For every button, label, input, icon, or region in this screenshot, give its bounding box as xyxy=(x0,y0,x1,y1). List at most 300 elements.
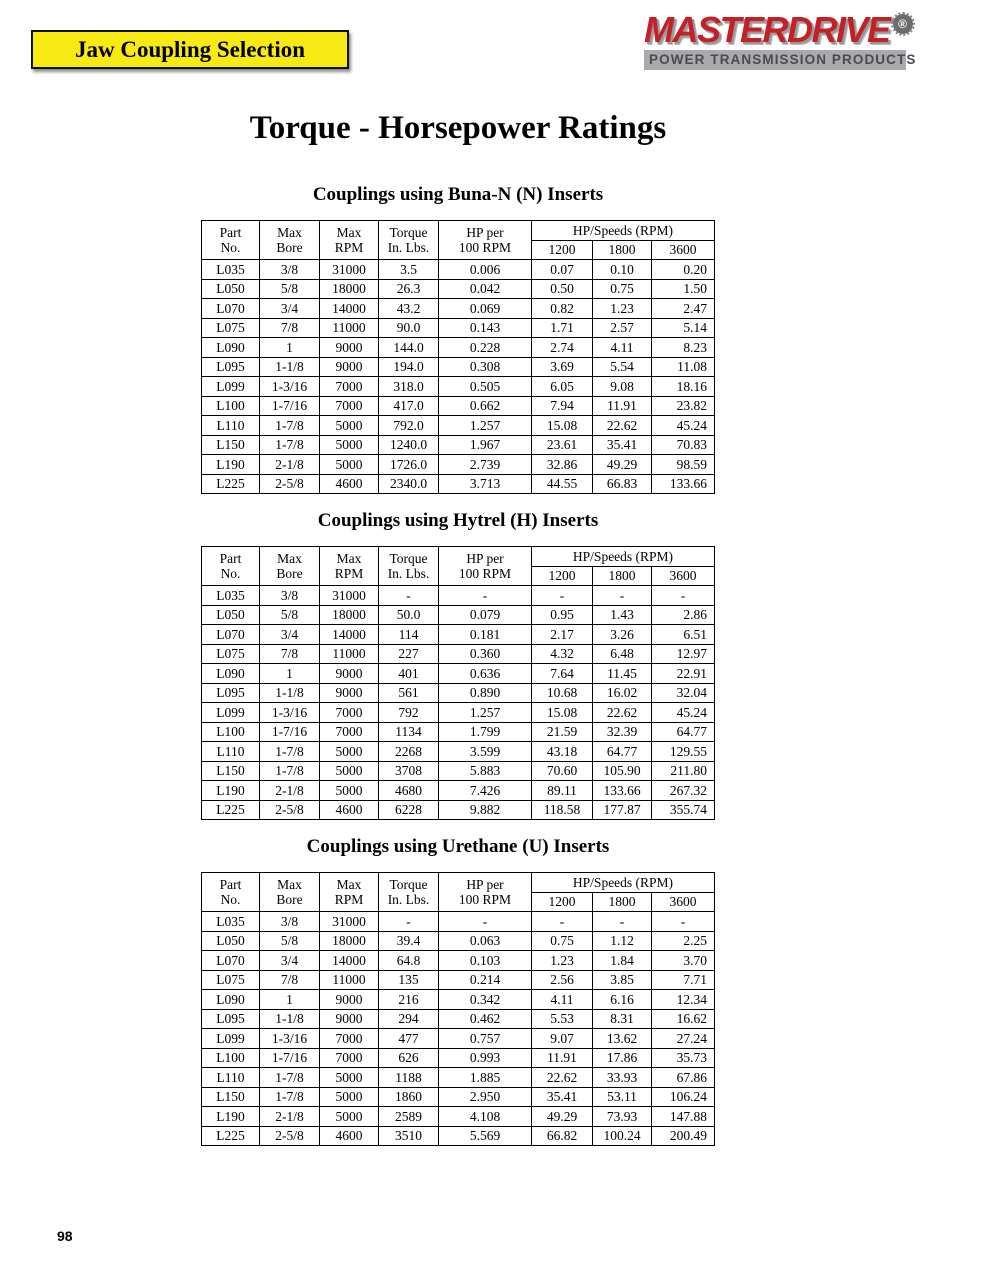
table-row xyxy=(202,396,715,416)
hp-1800-cell: 100.24 xyxy=(593,1126,652,1146)
max-bore-cell: 1-3/16 xyxy=(260,377,320,397)
table-row xyxy=(202,703,715,723)
torque-cell: - xyxy=(379,586,439,606)
hp-3600-cell: 133.66 xyxy=(652,474,715,494)
table-row xyxy=(202,1107,715,1127)
table-row xyxy=(202,605,715,625)
column-header: Part No. xyxy=(202,873,260,912)
hp-3600-cell: - xyxy=(652,912,715,932)
max-bore-cell: 1-1/8 xyxy=(260,683,320,703)
max-bore-cell: 2-5/8 xyxy=(260,800,320,820)
hp-per-100rpm-cell: 0.636 xyxy=(439,664,532,684)
hp-1200-cell: 44.55 xyxy=(532,474,593,494)
registered-gear-icon xyxy=(893,14,913,34)
table-row xyxy=(202,279,715,299)
column-group-header: HP/Speeds (RPM) xyxy=(532,547,715,567)
max-rpm-cell: 5000 xyxy=(320,435,379,455)
table-row xyxy=(202,1048,715,1068)
torque-cell: 26.3 xyxy=(379,279,439,299)
torque-cell: 477 xyxy=(379,1029,439,1049)
hp-per-100rpm-cell: - xyxy=(439,586,532,606)
registered-mark: ® xyxy=(898,17,907,31)
part-no-cell: L225 xyxy=(202,474,260,494)
max-bore-cell: 7/8 xyxy=(260,644,320,664)
torque-cell: 50.0 xyxy=(379,605,439,625)
speed-column-header: 1800 xyxy=(593,240,652,260)
part-no-cell: L110 xyxy=(202,742,260,762)
hp-per-100rpm-cell: 0.360 xyxy=(439,644,532,664)
max-bore-cell: 2-5/8 xyxy=(260,474,320,494)
max-rpm-cell: 31000 xyxy=(320,912,379,932)
hp-per-100rpm-cell: 9.882 xyxy=(439,800,532,820)
hp-per-100rpm-cell: 3.713 xyxy=(439,474,532,494)
max-rpm-cell: 7000 xyxy=(320,1029,379,1049)
part-no-cell: L035 xyxy=(202,912,260,932)
hp-3600-cell: 16.62 xyxy=(652,1009,715,1029)
hp-1200-cell: 4.32 xyxy=(532,644,593,664)
hp-1800-cell: 16.02 xyxy=(593,683,652,703)
max-bore-cell: 1-1/8 xyxy=(260,1009,320,1029)
table-row xyxy=(202,474,715,494)
torque-cell: 2589 xyxy=(379,1107,439,1127)
table-row xyxy=(202,644,715,664)
max-rpm-cell: 14000 xyxy=(320,951,379,971)
max-rpm-cell: 9000 xyxy=(320,990,379,1010)
torque-cell: 1726.0 xyxy=(379,455,439,475)
torque-cell: 144.0 xyxy=(379,338,439,358)
hp-3600-cell: 12.34 xyxy=(652,990,715,1010)
hp-1200-cell: 89.11 xyxy=(532,781,593,801)
hp-1200-cell: 0.82 xyxy=(532,299,593,319)
hp-per-100rpm-cell: 0.063 xyxy=(439,931,532,951)
hp-per-100rpm-cell: 4.108 xyxy=(439,1107,532,1127)
hp-1800-cell: 1.84 xyxy=(593,951,652,971)
column-group-header: HP/Speeds (RPM) xyxy=(532,221,715,241)
part-no-cell: L100 xyxy=(202,396,260,416)
part-no-cell: L110 xyxy=(202,1068,260,1088)
header-row xyxy=(202,221,715,241)
hp-per-100rpm-cell: 0.143 xyxy=(439,318,532,338)
max-rpm-cell: 7000 xyxy=(320,1048,379,1068)
ratings-table xyxy=(201,546,715,820)
part-no-cell: L090 xyxy=(202,338,260,358)
hp-1800-cell: 133.66 xyxy=(593,781,652,801)
hp-1800-cell: 105.90 xyxy=(593,761,652,781)
hp-1200-cell: 66.82 xyxy=(532,1126,593,1146)
hp-1800-cell: 53.11 xyxy=(593,1087,652,1107)
hp-1200-cell: 49.29 xyxy=(532,1107,593,1127)
hp-3600-cell: 8.23 xyxy=(652,338,715,358)
torque-cell: 6228 xyxy=(379,800,439,820)
brand-name: MASTERDRIVE xyxy=(644,9,890,50)
table-title: Couplings using Hytrel (H) Inserts xyxy=(317,510,599,531)
brand-row xyxy=(644,9,907,50)
torque-cell: 792.0 xyxy=(379,416,439,436)
hp-1800-cell: 177.87 xyxy=(593,800,652,820)
hp-3600-cell: 200.49 xyxy=(652,1126,715,1146)
hp-3600-cell: 27.24 xyxy=(652,1029,715,1049)
hp-3600-cell: 98.59 xyxy=(652,455,715,475)
part-no-cell: L150 xyxy=(202,1087,260,1107)
max-bore-cell: 2-1/8 xyxy=(260,781,320,801)
hp-1200-cell: 2.17 xyxy=(532,625,593,645)
hp-per-100rpm-cell: 1.257 xyxy=(439,703,532,723)
torque-cell: 2340.0 xyxy=(379,474,439,494)
hp-1800-cell: 0.75 xyxy=(593,279,652,299)
table-row xyxy=(202,455,715,475)
hp-3600-cell: 129.55 xyxy=(652,742,715,762)
hp-1200-cell: 32.86 xyxy=(532,455,593,475)
part-no-cell: L099 xyxy=(202,1029,260,1049)
hp-1200-cell: 21.59 xyxy=(532,722,593,742)
part-no-cell: L225 xyxy=(202,800,260,820)
hp-1800-cell: - xyxy=(593,586,652,606)
hp-per-100rpm-cell: 0.181 xyxy=(439,625,532,645)
table-row xyxy=(202,800,715,820)
hp-1200-cell: - xyxy=(532,912,593,932)
part-no-cell: L075 xyxy=(202,644,260,664)
hp-1200-cell: 11.91 xyxy=(532,1048,593,1068)
hp-3600-cell: 267.32 xyxy=(652,781,715,801)
hp-1800-cell: 73.93 xyxy=(593,1107,652,1127)
main-content xyxy=(200,110,716,1162)
hp-1200-cell: 0.50 xyxy=(532,279,593,299)
max-bore-cell: 1 xyxy=(260,990,320,1010)
hp-3600-cell: 211.80 xyxy=(652,761,715,781)
hp-3600-cell: - xyxy=(652,586,715,606)
table-title: Couplings using Urethane (U) Inserts xyxy=(306,836,610,857)
hp-3600-cell: 5.14 xyxy=(652,318,715,338)
hp-1800-cell: 4.11 xyxy=(593,338,652,358)
speed-column-header: 1200 xyxy=(532,892,593,912)
column-group-header: HP/Speeds (RPM) xyxy=(532,873,715,893)
hp-1800-cell: 64.77 xyxy=(593,742,652,762)
torque-cell: 64.8 xyxy=(379,951,439,971)
hp-1200-cell: 3.69 xyxy=(532,357,593,377)
torque-cell: 1240.0 xyxy=(379,435,439,455)
torque-cell: 3.5 xyxy=(379,260,439,280)
max-bore-cell: 5/8 xyxy=(260,931,320,951)
hp-per-100rpm-cell: 0.069 xyxy=(439,299,532,319)
ratings-table-section xyxy=(200,184,716,494)
hp-1200-cell: 2.74 xyxy=(532,338,593,358)
max-rpm-cell: 14000 xyxy=(320,299,379,319)
max-bore-cell: 1 xyxy=(260,664,320,684)
torque-cell: 114 xyxy=(379,625,439,645)
hp-3600-cell: 32.04 xyxy=(652,683,715,703)
hp-1200-cell: 15.08 xyxy=(532,416,593,436)
column-header: Torque In. Lbs. xyxy=(379,873,439,912)
torque-cell: 318.0 xyxy=(379,377,439,397)
part-no-cell: L050 xyxy=(202,931,260,951)
hp-1800-cell: 33.93 xyxy=(593,1068,652,1088)
column-header: Max Bore xyxy=(260,873,320,912)
part-no-cell: L099 xyxy=(202,703,260,723)
table-row xyxy=(202,781,715,801)
hp-1200-cell: 0.75 xyxy=(532,931,593,951)
torque-cell: 294 xyxy=(379,1009,439,1029)
max-bore-cell: 7/8 xyxy=(260,970,320,990)
torque-cell: 194.0 xyxy=(379,357,439,377)
max-bore-cell: 3/8 xyxy=(260,912,320,932)
hp-3600-cell: 22.91 xyxy=(652,664,715,684)
speed-column-header: 1200 xyxy=(532,566,593,586)
hp-3600-cell: 6.51 xyxy=(652,625,715,645)
torque-cell: 561 xyxy=(379,683,439,703)
table-row xyxy=(202,931,715,951)
brand-tagline: POWER TRANSMISSION PRODUCTS xyxy=(644,50,906,70)
hp-per-100rpm-cell: - xyxy=(439,912,532,932)
part-no-cell: L225 xyxy=(202,1126,260,1146)
torque-cell: 1134 xyxy=(379,722,439,742)
max-rpm-cell: 4600 xyxy=(320,1126,379,1146)
table-row xyxy=(202,1087,715,1107)
hp-1200-cell: 23.61 xyxy=(532,435,593,455)
hp-per-100rpm-cell: 0.662 xyxy=(439,396,532,416)
hp-per-100rpm-cell: 0.228 xyxy=(439,338,532,358)
hp-1800-cell: 49.29 xyxy=(593,455,652,475)
max-bore-cell: 1-1/8 xyxy=(260,357,320,377)
hp-per-100rpm-cell: 0.006 xyxy=(439,260,532,280)
hp-1800-cell: 35.41 xyxy=(593,435,652,455)
table-row xyxy=(202,970,715,990)
hp-per-100rpm-cell: 0.214 xyxy=(439,970,532,990)
hp-1200-cell: 10.68 xyxy=(532,683,593,703)
torque-cell: 43.2 xyxy=(379,299,439,319)
part-no-cell: L035 xyxy=(202,260,260,280)
hp-1200-cell: 70.60 xyxy=(532,761,593,781)
hp-3600-cell: 35.73 xyxy=(652,1048,715,1068)
part-no-cell: L095 xyxy=(202,1009,260,1029)
max-bore-cell: 1-7/16 xyxy=(260,1048,320,1068)
max-rpm-cell: 9000 xyxy=(320,338,379,358)
part-no-cell: L190 xyxy=(202,455,260,475)
page-number: 98 xyxy=(57,1228,73,1244)
max-bore-cell: 5/8 xyxy=(260,605,320,625)
hp-per-100rpm-cell: 0.342 xyxy=(439,990,532,1010)
hp-1800-cell: 5.54 xyxy=(593,357,652,377)
column-header: Max RPM xyxy=(320,547,379,586)
hp-1800-cell: 8.31 xyxy=(593,1009,652,1029)
column-header: Max RPM xyxy=(320,873,379,912)
max-bore-cell: 2-1/8 xyxy=(260,1107,320,1127)
max-rpm-cell: 5000 xyxy=(320,416,379,436)
hp-per-100rpm-cell: 2.950 xyxy=(439,1087,532,1107)
hp-1200-cell: 15.08 xyxy=(532,703,593,723)
hp-1200-cell: 0.95 xyxy=(532,605,593,625)
hp-1800-cell: 9.08 xyxy=(593,377,652,397)
hp-1800-cell: 11.91 xyxy=(593,396,652,416)
max-bore-cell: 1 xyxy=(260,338,320,358)
speed-column-header: 3600 xyxy=(652,566,715,586)
hp-3600-cell: 45.24 xyxy=(652,703,715,723)
max-bore-cell: 7/8 xyxy=(260,318,320,338)
hp-1200-cell: 4.11 xyxy=(532,990,593,1010)
hp-3600-cell: 7.71 xyxy=(652,970,715,990)
max-rpm-cell: 31000 xyxy=(320,260,379,280)
speed-column-header: 1800 xyxy=(593,566,652,586)
torque-cell: 626 xyxy=(379,1048,439,1068)
hp-per-100rpm-cell: 0.890 xyxy=(439,683,532,703)
table-row xyxy=(202,1029,715,1049)
hp-1200-cell: - xyxy=(532,586,593,606)
hp-per-100rpm-cell: 1.257 xyxy=(439,416,532,436)
ratings-table xyxy=(201,220,715,494)
hp-1800-cell: 11.45 xyxy=(593,664,652,684)
speed-column-header: 3600 xyxy=(652,240,715,260)
hp-1200-cell: 1.71 xyxy=(532,318,593,338)
page-title: Torque - Horsepower Ratings xyxy=(249,110,667,146)
hp-3600-cell: 2.47 xyxy=(652,299,715,319)
torque-cell: 4680 xyxy=(379,781,439,801)
hp-per-100rpm-cell: 0.993 xyxy=(439,1048,532,1068)
hp-3600-cell: 0.20 xyxy=(652,260,715,280)
table-row xyxy=(202,338,715,358)
torque-cell: 1188 xyxy=(379,1068,439,1088)
hp-1200-cell: 6.05 xyxy=(532,377,593,397)
table-row xyxy=(202,435,715,455)
max-rpm-cell: 5000 xyxy=(320,742,379,762)
max-bore-cell: 3/8 xyxy=(260,260,320,280)
part-no-cell: L100 xyxy=(202,1048,260,1068)
max-bore-cell: 3/8 xyxy=(260,586,320,606)
hp-1800-cell: 3.85 xyxy=(593,970,652,990)
hp-3600-cell: 64.77 xyxy=(652,722,715,742)
part-no-cell: L075 xyxy=(202,318,260,338)
part-no-cell: L090 xyxy=(202,990,260,1010)
hp-1800-cell: 17.86 xyxy=(593,1048,652,1068)
part-no-cell: L150 xyxy=(202,761,260,781)
hp-1800-cell: - xyxy=(593,912,652,932)
torque-cell: 792 xyxy=(379,703,439,723)
hp-1200-cell: 7.64 xyxy=(532,664,593,684)
max-rpm-cell: 9000 xyxy=(320,357,379,377)
hp-1800-cell: 2.57 xyxy=(593,318,652,338)
hp-3600-cell: 106.24 xyxy=(652,1087,715,1107)
hp-1200-cell: 0.07 xyxy=(532,260,593,280)
table-row xyxy=(202,990,715,1010)
brand-logo xyxy=(644,9,917,70)
hp-per-100rpm-cell: 2.739 xyxy=(439,455,532,475)
hp-per-100rpm-cell: 5.883 xyxy=(439,761,532,781)
hp-3600-cell: 2.86 xyxy=(652,605,715,625)
hp-1800-cell: 32.39 xyxy=(593,722,652,742)
max-rpm-cell: 7000 xyxy=(320,377,379,397)
part-no-cell: L050 xyxy=(202,279,260,299)
table-row xyxy=(202,299,715,319)
max-rpm-cell: 9000 xyxy=(320,664,379,684)
hp-1800-cell: 3.26 xyxy=(593,625,652,645)
table-row xyxy=(202,683,715,703)
speed-column-header: 1800 xyxy=(593,892,652,912)
table-row xyxy=(202,1068,715,1088)
column-header: Torque In. Lbs. xyxy=(379,221,439,260)
max-bore-cell: 1-7/8 xyxy=(260,1087,320,1107)
hp-per-100rpm-cell: 7.426 xyxy=(439,781,532,801)
table-row xyxy=(202,722,715,742)
speed-column-header: 1200 xyxy=(532,240,593,260)
hp-1800-cell: 1.23 xyxy=(593,299,652,319)
hp-3600-cell: 12.97 xyxy=(652,644,715,664)
hp-3600-cell: 23.82 xyxy=(652,396,715,416)
torque-cell: 2268 xyxy=(379,742,439,762)
hp-3600-cell: 147.88 xyxy=(652,1107,715,1127)
torque-cell: 401 xyxy=(379,664,439,684)
part-no-cell: L095 xyxy=(202,683,260,703)
hp-per-100rpm-cell: 1.885 xyxy=(439,1068,532,1088)
hp-1200-cell: 43.18 xyxy=(532,742,593,762)
torque-cell: 227 xyxy=(379,644,439,664)
ratings-table xyxy=(201,872,715,1146)
max-rpm-cell: 18000 xyxy=(320,279,379,299)
max-rpm-cell: 18000 xyxy=(320,605,379,625)
part-no-cell: L075 xyxy=(202,970,260,990)
max-rpm-cell: 11000 xyxy=(320,970,379,990)
max-rpm-cell: 9000 xyxy=(320,683,379,703)
hp-per-100rpm-cell: 0.462 xyxy=(439,1009,532,1029)
torque-cell: 1860 xyxy=(379,1087,439,1107)
part-no-cell: L070 xyxy=(202,951,260,971)
max-bore-cell: 1-7/16 xyxy=(260,396,320,416)
hp-1200-cell: 118.58 xyxy=(532,800,593,820)
hp-1800-cell: 6.48 xyxy=(593,644,652,664)
hp-3600-cell: 3.70 xyxy=(652,951,715,971)
hp-per-100rpm-cell: 0.308 xyxy=(439,357,532,377)
tables-container xyxy=(200,184,716,1146)
table-title: Couplings using Buna-N (N) Inserts xyxy=(312,184,604,205)
table-row xyxy=(202,377,715,397)
max-rpm-cell: 9000 xyxy=(320,1009,379,1029)
hp-1800-cell: 22.62 xyxy=(593,416,652,436)
table-row xyxy=(202,318,715,338)
max-rpm-cell: 14000 xyxy=(320,625,379,645)
hp-1800-cell: 22.62 xyxy=(593,703,652,723)
hp-per-100rpm-cell: 1.967 xyxy=(439,435,532,455)
section-banner-label: Jaw Coupling Selection xyxy=(74,36,306,62)
hp-3600-cell: 70.83 xyxy=(652,435,715,455)
torque-cell: 417.0 xyxy=(379,396,439,416)
max-bore-cell: 1-3/16 xyxy=(260,703,320,723)
max-bore-cell: 3/4 xyxy=(260,625,320,645)
max-rpm-cell: 5000 xyxy=(320,1068,379,1088)
hp-per-100rpm-cell: 3.599 xyxy=(439,742,532,762)
table-row xyxy=(202,357,715,377)
part-no-cell: L190 xyxy=(202,781,260,801)
part-no-cell: L090 xyxy=(202,664,260,684)
max-bore-cell: 2-5/8 xyxy=(260,1126,320,1146)
hp-per-100rpm-cell: 1.799 xyxy=(439,722,532,742)
max-bore-cell: 1-7/8 xyxy=(260,416,320,436)
torque-cell: - xyxy=(379,912,439,932)
hp-per-100rpm-cell: 0.505 xyxy=(439,377,532,397)
max-rpm-cell: 31000 xyxy=(320,586,379,606)
table-row xyxy=(202,664,715,684)
max-bore-cell: 1-7/8 xyxy=(260,761,320,781)
torque-cell: 135 xyxy=(379,970,439,990)
max-bore-cell: 1-7/16 xyxy=(260,722,320,742)
max-rpm-cell: 5000 xyxy=(320,1107,379,1127)
column-header: Part No. xyxy=(202,221,260,260)
column-header: HP per 100 RPM xyxy=(439,547,532,586)
hp-1200-cell: 1.23 xyxy=(532,951,593,971)
max-rpm-cell: 5000 xyxy=(320,781,379,801)
ratings-table-section xyxy=(200,836,716,1146)
hp-1800-cell: 6.16 xyxy=(593,990,652,1010)
hp-3600-cell: 355.74 xyxy=(652,800,715,820)
max-bore-cell: 3/4 xyxy=(260,951,320,971)
max-rpm-cell: 11000 xyxy=(320,318,379,338)
hp-1200-cell: 2.56 xyxy=(532,970,593,990)
